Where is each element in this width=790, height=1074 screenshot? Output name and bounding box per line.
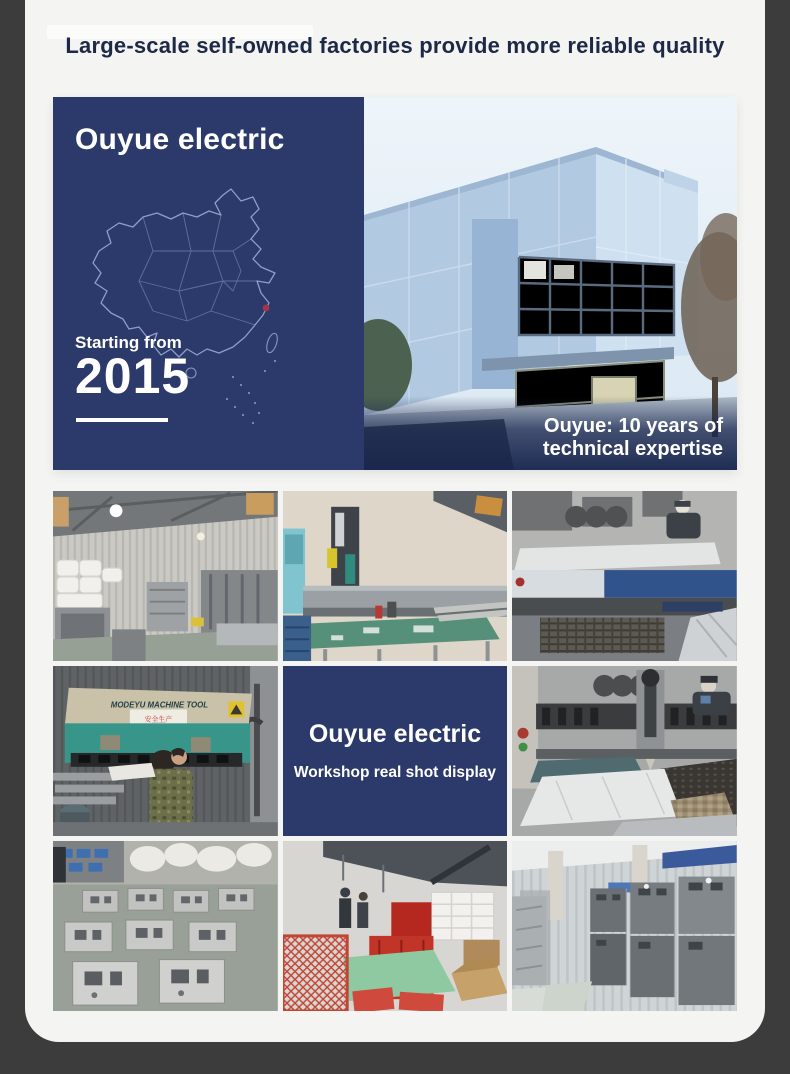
hero-brand-panel	[53, 97, 364, 470]
founding-year: 2015	[75, 348, 191, 404]
photo-cnc-workstation	[283, 491, 508, 661]
starting-from-label: Starting from	[75, 333, 182, 352]
workshop-panel-subtitle: Workshop real shot display	[293, 764, 497, 781]
photo-laser-cutting-line	[512, 491, 737, 661]
machine-brand-label: MODEYU MACHINE TOOL	[110, 700, 209, 710]
year-underline	[76, 418, 168, 422]
promo-card	[25, 0, 765, 1042]
map-location-dot	[263, 305, 270, 312]
hero-caption	[364, 396, 737, 470]
workshop-panel-title: Ouyue electric	[308, 720, 482, 748]
hero-section	[53, 97, 737, 470]
workshop-photo-grid	[53, 491, 737, 1011]
brand-name: Ouyue electric	[75, 123, 285, 156]
photo-sheet-metal-boxes	[53, 841, 278, 1011]
photo-factory-overview	[53, 491, 278, 661]
workshop-panel	[283, 666, 508, 836]
page-title: Large-scale self-owned factories provide more reliable quality	[65, 33, 725, 58]
hero-caption-line2: technical expertise	[542, 438, 723, 461]
photo-warehouse-red-cabinets	[283, 841, 508, 1011]
safety-sign-line1: 安全生产	[144, 716, 173, 724]
photo-cabinet-storage	[512, 841, 737, 1011]
header	[25, 0, 765, 97]
hero-caption-line1: Ouyue: 10 years of	[544, 415, 723, 438]
photo-laser-cutting-machine	[512, 666, 737, 836]
photo-press-brake	[53, 666, 278, 836]
hero-building-photo	[364, 97, 737, 470]
